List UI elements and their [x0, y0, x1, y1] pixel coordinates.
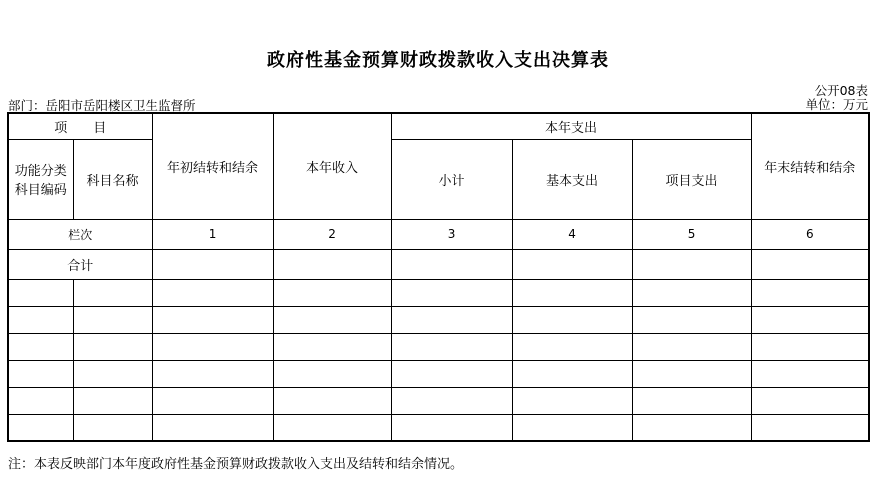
empty-cell — [512, 360, 632, 387]
column-index-1: 1 — [152, 219, 273, 249]
empty-data-row — [8, 306, 869, 333]
footnote: 注：本表反映部门本年度政府性基金预算财政拨款收入支出及结转和结余情况。 — [8, 457, 464, 472]
empty-cell — [273, 279, 391, 306]
empty-cell — [273, 360, 391, 387]
empty-cell — [73, 333, 152, 360]
total-value-4 — [512, 249, 632, 279]
header-expenditure-group: 本年支出 — [391, 113, 751, 139]
empty-cell — [391, 414, 512, 441]
header-group-row — [8, 113, 869, 139]
empty-cell — [273, 387, 391, 414]
empty-cell — [751, 306, 869, 333]
empty-cell — [751, 333, 869, 360]
empty-cell — [512, 279, 632, 306]
empty-cell — [391, 360, 512, 387]
empty-cell — [273, 333, 391, 360]
empty-cell — [8, 360, 73, 387]
total-value-3 — [391, 249, 512, 279]
empty-cell — [8, 414, 73, 441]
header-subject-name: 科目名称 — [73, 139, 152, 219]
empty-cell — [73, 360, 152, 387]
empty-cell — [512, 333, 632, 360]
total-label: 合计 — [8, 249, 152, 279]
empty-data-row — [8, 279, 869, 306]
header-item-group: 项 目 — [8, 113, 152, 139]
empty-cell — [152, 360, 273, 387]
header-current-income: 本年收入 — [273, 113, 391, 219]
empty-cell — [391, 333, 512, 360]
empty-cell — [73, 414, 152, 441]
header-func-code: 功能分类科目编码 — [8, 139, 73, 219]
empty-cell — [632, 333, 751, 360]
empty-cell — [512, 306, 632, 333]
total-value-2 — [273, 249, 391, 279]
header-basic-expenditure: 基本支出 — [512, 139, 632, 219]
empty-cell — [751, 414, 869, 441]
empty-data-row — [8, 360, 869, 387]
table-meta — [805, 84, 868, 112]
column-index-label: 栏次 — [8, 219, 152, 249]
column-index-5: 5 — [632, 219, 751, 249]
empty-cell — [152, 414, 273, 441]
table-code-label: 公开08表 — [814, 83, 868, 98]
empty-data-row — [8, 387, 869, 414]
empty-cell — [391, 306, 512, 333]
empty-cell — [152, 387, 273, 414]
column-index-row — [8, 219, 869, 249]
empty-cell — [632, 360, 751, 387]
empty-cell — [751, 360, 869, 387]
empty-cell — [152, 306, 273, 333]
empty-cell — [152, 279, 273, 306]
total-value-6 — [751, 249, 869, 279]
empty-cell — [73, 387, 152, 414]
empty-cell — [512, 414, 632, 441]
empty-cell — [273, 414, 391, 441]
empty-cell — [632, 279, 751, 306]
empty-cell — [73, 306, 152, 333]
empty-cell — [632, 387, 751, 414]
empty-data-row — [8, 414, 869, 441]
empty-cell — [8, 333, 73, 360]
empty-data-row — [8, 333, 869, 360]
total-value-5 — [632, 249, 751, 279]
empty-cell — [751, 279, 869, 306]
empty-cell — [73, 279, 152, 306]
column-index-4: 4 — [512, 219, 632, 249]
header-subtotal: 小计 — [391, 139, 512, 219]
empty-cell — [152, 333, 273, 360]
budget-table — [7, 112, 870, 442]
column-index-6: 6 — [751, 219, 869, 249]
total-row — [8, 249, 869, 279]
unit-label: 单位：万元 — [805, 97, 868, 112]
header-begin-balance: 年初结转和结余 — [152, 113, 273, 219]
empty-cell — [751, 387, 869, 414]
header-project-expenditure: 项目支出 — [632, 139, 751, 219]
page-title: 政府性基金预算财政拨款收入支出决算表 — [267, 50, 609, 71]
total-value-1 — [152, 249, 273, 279]
empty-cell — [273, 306, 391, 333]
empty-cell — [512, 387, 632, 414]
empty-cell — [632, 414, 751, 441]
header-end-balance: 年末结转和结余 — [751, 113, 869, 219]
empty-cell — [8, 279, 73, 306]
empty-cell — [8, 306, 73, 333]
empty-cell — [391, 387, 512, 414]
header-sub-row — [8, 139, 869, 219]
department-label: 部门：岳阳市岳阳楼区卫生监督所 — [8, 98, 196, 113]
column-index-3: 3 — [391, 219, 512, 249]
column-index-2: 2 — [273, 219, 391, 249]
empty-cell — [632, 306, 751, 333]
empty-cell — [8, 387, 73, 414]
empty-cell — [391, 279, 512, 306]
